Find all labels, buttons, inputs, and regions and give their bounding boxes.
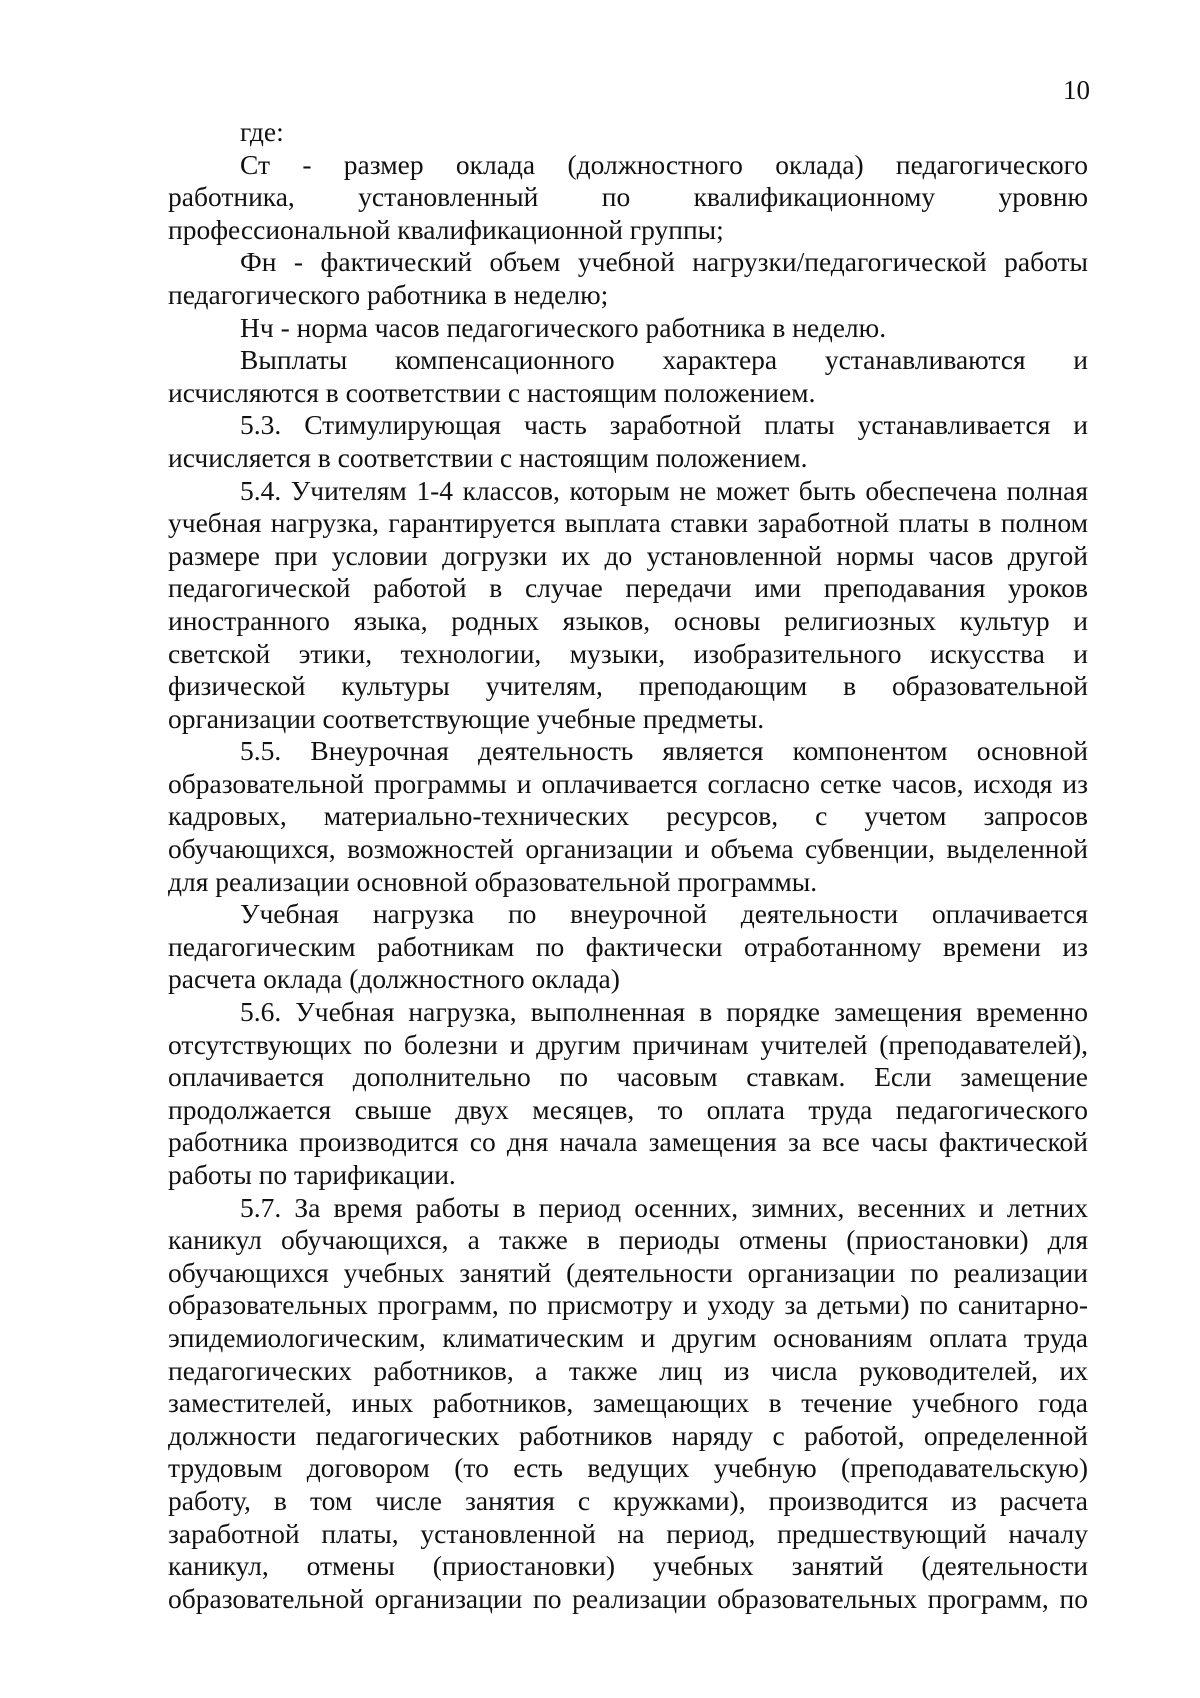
text-line: образовательной программы и оплачивается согласно сетке часов, исходя из <box>168 767 1088 799</box>
text-line: каникул обучающихся, а также в периоды отмены (приостановки) для <box>168 1224 1088 1256</box>
text-line: работы по тарификации. <box>168 1159 456 1190</box>
text-line: 5.3. Стимулирующая часть заработной платы устанавливается и <box>240 409 1088 441</box>
text-line: заработной платы, установленной на период, предшествующий началу <box>168 1517 1088 1549</box>
text-line: светской этики, технологии, музыки, изобразительного искусства и <box>168 637 1088 669</box>
text-line: педагогическим работникам по фактически отработанному времени из <box>168 930 1088 962</box>
text-line: физической культуры учителям, преподающим в образовательной <box>168 670 1088 702</box>
text-line: педагогических работников, а также лиц из числа руководителей, их <box>168 1354 1088 1386</box>
text-line: 5.5. Внеурочная деятельность является компонентом основной <box>240 735 1088 767</box>
text-line: Выплаты компенсационного характера устанавливаются и <box>240 344 1088 376</box>
text-line: трудовым договором (то есть ведущих учебную (преподавательскую) <box>168 1452 1088 1484</box>
text-line: организации соответствующие учебные предметы. <box>168 702 765 734</box>
text-line: для реализации основной образовательной программы. <box>168 865 818 897</box>
text-line: Учебная нагрузка по внеурочной деятельности оплачивается <box>240 898 1088 930</box>
text-line: образовательных программ, по присмотру и уходу за детьми) по санитарно- <box>168 1289 1088 1321</box>
text-line: 5.6. Учебная нагрузка, выполненная в порядке замещения временно <box>240 996 1088 1028</box>
text-line: продолжается свыше двух месяцев, то оплата труда педагогического <box>168 1093 1088 1125</box>
text-line: 5.7. За время работы в период осенних, зимних, весенних и летних <box>240 1191 1088 1223</box>
text-line: обучающихся, возможностей организации и объема субвенции, выделенной <box>168 833 1088 865</box>
text-line: заместителей, иных работников, замещающих в течение учебного года <box>168 1387 1088 1419</box>
text-line: отсутствующих по болезни и другим причинам учителей (преподавателей), <box>168 1028 1088 1060</box>
page-number: 10 <box>1063 75 1090 105</box>
text-line: обучающихся учебных занятий (деятельности организации по реализации <box>168 1256 1088 1288</box>
document-body <box>168 116 1088 1615</box>
text-line: иностранного языка, родных языков, основы религиозных культур и <box>168 604 1088 636</box>
text-line: работника, установленный по квалификационному уровню <box>168 181 1088 213</box>
text-line: должности педагогических работников наряду с работой, определенной <box>168 1419 1088 1451</box>
text-line: где: <box>240 116 284 147</box>
text-line: размере при условии догрузки их до установленной нормы часов другой <box>168 539 1088 571</box>
text-line: 5.4. Учителям 1-4 классов, которым не может быть обеспечена полная <box>240 474 1088 506</box>
text-line: образовательной организации по реализации образовательных программ, по <box>168 1582 1088 1614</box>
text-line: профессиональной квалификационной группы; <box>168 213 724 245</box>
text-line: педагогического работника в неделю; <box>168 278 609 310</box>
text-line: исчисляется в соответствии с настоящим положением. <box>168 441 808 473</box>
text-line: Фн - фактический объем учебной нагрузки/педагогической работы <box>240 246 1088 278</box>
text-line: эпидемиологическим, климатическим и другим основаниям оплата труда <box>168 1321 1088 1353</box>
text-line: Ст - размер оклада (должностного оклада) педагогического <box>240 148 1088 180</box>
text-line: каникул, отмены (приостановки) учебных занятий (деятельности <box>168 1550 1088 1582</box>
text-line: Нч - норма часов педагогического работника в неделю. <box>240 311 887 343</box>
text-line: педагогической работой в случае передачи ими преподавания уроков <box>168 572 1088 604</box>
text-line: оплачивается дополнительно по часовым ставкам. Если замещение <box>168 1061 1088 1093</box>
text-line: исчисляются в соответствии с настоящим положением. <box>168 376 816 408</box>
text-line: кадровых, материально-технических ресурсов, с учетом запросов <box>168 800 1088 832</box>
text-line: работника производится со дня начала замещения за все часы фактической <box>168 1126 1088 1158</box>
text-line: работу, в том числе занятия с кружками), производится из расчета <box>168 1484 1088 1516</box>
text-line: расчета оклада (должностного оклада) <box>168 963 620 995</box>
text-line: учебная нагрузка, гарантируется выплата ставки заработной платы в полном <box>168 507 1088 539</box>
